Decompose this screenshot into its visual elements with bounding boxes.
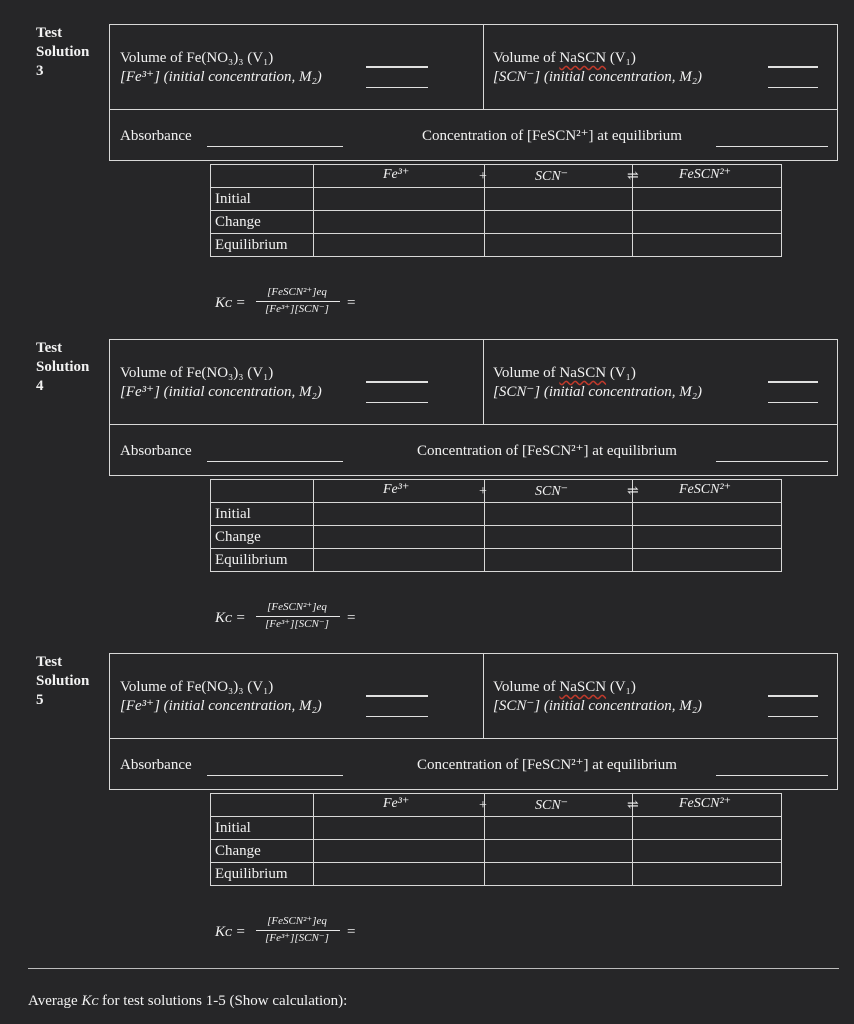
footer-divider [28, 968, 839, 969]
absorbance-blank[interactable] [207, 775, 343, 776]
absorbance-label: Absorbance [120, 443, 192, 459]
kc-numerator: [FeSCN²⁺]eq [267, 286, 327, 298]
fe-concentration-blank[interactable] [366, 716, 428, 717]
kc-label: Kᴄ = [215, 924, 246, 940]
absorbance-blank[interactable] [207, 146, 343, 147]
row-change-label: Change [211, 526, 314, 549]
ice-cell[interactable] [633, 526, 782, 549]
scn-concentration-blank[interactable] [768, 716, 818, 717]
test-label: Test [36, 654, 63, 670]
equilibrium-concentration-blank[interactable] [716, 146, 828, 147]
equilibrium-concentration-label: Concentration of [FeSCN²⁺] at equilibrium [417, 443, 677, 459]
ice-cell[interactable] [314, 526, 485, 549]
header-fe: Fe³⁺ [383, 167, 410, 182]
header-fe: Fe³⁺ [383, 796, 410, 811]
header-plus: + [479, 484, 487, 499]
row-equilibrium-label: Equilibrium [211, 549, 314, 572]
row-initial-label: Initial [211, 817, 314, 840]
ice-cell[interactable] [633, 817, 782, 840]
fe-concentration-label: [Fe³⁺] (initial concentration, M₂) [120, 698, 322, 714]
ice-cell[interactable] [633, 840, 782, 863]
header-plus: + [479, 169, 487, 184]
header-scn: SCN⁻ [535, 169, 569, 184]
scn-concentration-blank[interactable] [768, 87, 818, 88]
ice-cell[interactable] [485, 211, 633, 234]
ice-cell[interactable] [314, 211, 485, 234]
info-divider [483, 340, 484, 425]
header-equilibrium-arrow: ⇌ [627, 798, 639, 813]
average-kc-label: Average Kᴄ for test solutions 1-5 (Show calculation): [28, 993, 348, 1009]
scn-concentration-blank[interactable] [768, 402, 818, 403]
ice-cell[interactable] [633, 503, 782, 526]
scn-volume-blank[interactable] [768, 381, 818, 383]
ice-cell[interactable] [633, 863, 782, 886]
info-box [109, 24, 838, 161]
scn-volume-label: Volume of NaSCN (V₁) [493, 365, 636, 381]
ice-cell[interactable] [485, 234, 633, 257]
scn-concentration-label: [SCN⁻] (initial concentration, M₂) [493, 698, 702, 714]
ice-cell[interactable] [314, 503, 485, 526]
scn-volume-blank[interactable] [768, 66, 818, 68]
info-divider [483, 654, 484, 739]
ice-cell[interactable] [485, 817, 633, 840]
kc-numerator: [FeSCN²⁺]eq [267, 601, 327, 613]
row-equilibrium-label: Equilibrium [211, 863, 314, 886]
kc-equals: = [347, 924, 356, 940]
solution-number: 4 [36, 378, 44, 394]
scn-concentration-label: [SCN⁻] (initial concentration, M₂) [493, 384, 702, 400]
ice-cell[interactable] [314, 817, 485, 840]
ice-cell[interactable] [314, 234, 485, 257]
solution-number: 5 [36, 692, 44, 708]
scn-volume-label: Volume of NaSCN (V₁) [493, 50, 636, 66]
ice-cell[interactable] [314, 549, 485, 572]
kc-numerator: [FeSCN²⁺]eq [267, 915, 327, 927]
header-fescn: FeSCN²⁺ [679, 482, 732, 497]
row-initial-label: Initial [211, 503, 314, 526]
fe-concentration-label: [Fe³⁺] (initial concentration, M₂) [120, 69, 322, 85]
solution-label: Solution [36, 673, 90, 689]
info-divider [483, 25, 484, 110]
header-equilibrium-arrow: ⇌ [627, 484, 639, 499]
equilibrium-concentration-label: Concentration of [FeSCN²⁺] at equilibrium [422, 128, 682, 144]
ice-cell[interactable] [485, 840, 633, 863]
kc-equals: = [347, 295, 356, 311]
solution-label: Solution [36, 359, 90, 375]
ice-cell[interactable] [314, 188, 485, 211]
scn-concentration-label: [SCN⁻] (initial concentration, M₂) [493, 69, 702, 85]
test-label: Test [36, 25, 63, 41]
kc-fraction-bar [256, 616, 340, 617]
ice-cell[interactable] [633, 549, 782, 572]
ice-cell[interactable] [314, 863, 485, 886]
kc-label: Kᴄ = [215, 610, 246, 626]
ice-cell[interactable] [314, 840, 485, 863]
scn-volume-blank[interactable] [768, 695, 818, 697]
kc-denominator: [Fe³⁺][SCN⁻] [265, 303, 329, 315]
fe-volume-label: Volume of Fe(NO₃)₃ (V₁) [120, 50, 274, 66]
kc-fraction-bar [256, 930, 340, 931]
solution-label: Solution [36, 44, 90, 60]
kc-denominator: [Fe³⁺][SCN⁻] [265, 618, 329, 630]
row-equilibrium-label: Equilibrium [211, 234, 314, 257]
test-label: Test [36, 340, 63, 356]
info-box [109, 339, 838, 476]
header-fescn: FeSCN²⁺ [679, 167, 732, 182]
equilibrium-concentration-label: Concentration of [FeSCN²⁺] at equilibrium [417, 757, 677, 773]
absorbance-label: Absorbance [120, 757, 192, 773]
header-plus: + [479, 798, 487, 813]
ice-cell[interactable] [485, 503, 633, 526]
header-fe: Fe³⁺ [383, 482, 410, 497]
equilibrium-concentration-blank[interactable] [716, 775, 828, 776]
info-row-divider [110, 738, 837, 739]
info-box [109, 653, 838, 790]
absorbance-blank[interactable] [207, 461, 343, 462]
kc-denominator: [Fe³⁺][SCN⁻] [265, 932, 329, 944]
info-row-divider [110, 109, 837, 110]
fe-volume-label: Volume of Fe(NO₃)₃ (V₁) [120, 679, 274, 695]
header-scn: SCN⁻ [535, 798, 569, 813]
fe-volume-blank[interactable] [366, 695, 428, 697]
info-row-divider [110, 424, 837, 425]
fe-concentration-blank[interactable] [366, 402, 428, 403]
header-equilibrium-arrow: ⇌ [627, 169, 639, 184]
header-fescn: FeSCN²⁺ [679, 796, 732, 811]
ice-cell[interactable] [633, 188, 782, 211]
ice-cell[interactable] [485, 526, 633, 549]
fe-volume-label: Volume of Fe(NO₃)₃ (V₁) [120, 365, 274, 381]
row-initial-label: Initial [211, 188, 314, 211]
scn-volume-label: Volume of NaSCN (V₁) [493, 679, 636, 695]
kc-equals: = [347, 610, 356, 626]
row-change-label: Change [211, 211, 314, 234]
equilibrium-concentration-blank[interactable] [716, 461, 828, 462]
absorbance-label: Absorbance [120, 128, 192, 144]
fe-concentration-label: [Fe³⁺] (initial concentration, M₂) [120, 384, 322, 400]
ice-cell[interactable] [633, 234, 782, 257]
row-change-label: Change [211, 840, 314, 863]
fe-concentration-blank[interactable] [366, 87, 428, 88]
solution-number: 3 [36, 63, 44, 79]
header-scn: SCN⁻ [535, 484, 569, 499]
ice-cell[interactable] [485, 188, 633, 211]
kc-fraction-bar [256, 301, 340, 302]
fe-volume-blank[interactable] [366, 381, 428, 383]
ice-cell[interactable] [485, 549, 633, 572]
kc-label: Kᴄ = [215, 295, 246, 311]
ice-cell[interactable] [633, 211, 782, 234]
ice-cell[interactable] [485, 863, 633, 886]
fe-volume-blank[interactable] [366, 66, 428, 68]
